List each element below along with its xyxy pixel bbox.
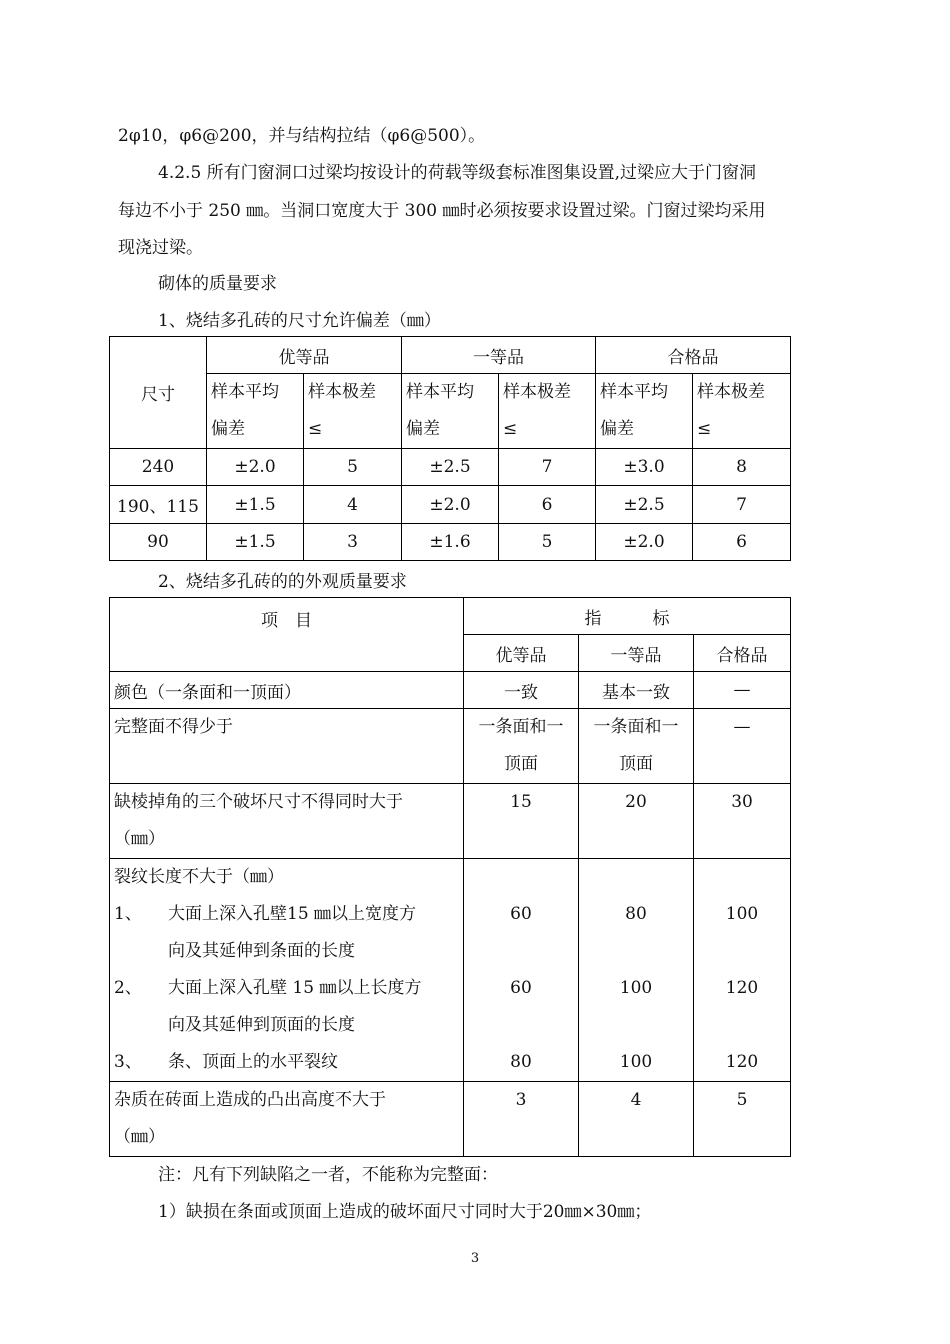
- sub-header-avg: 样本平均 偏差: [402, 374, 499, 449]
- grade-header: 优等品: [207, 337, 402, 374]
- table-row: [110, 859, 791, 1082]
- value-cell: 8: [693, 449, 791, 486]
- grade-header: 合格品: [694, 635, 791, 672]
- table2-title: 2、烧结多孔砖的的外观质量要求: [158, 572, 407, 592]
- table-row: [110, 486, 791, 524]
- page-number: 3: [470, 1251, 480, 1266]
- table-row: [110, 1082, 791, 1157]
- value-cell: ±2.0: [207, 449, 304, 486]
- item-label: 杂质在砖面上造成的凸出高度不大于 （㎜）: [110, 1082, 464, 1157]
- crack-subitem: 2、 大面上深入孔壁 15 ㎜以上长度方 向及其延伸到顶面的长度: [114, 978, 422, 1035]
- value-cell: 20: [579, 784, 694, 859]
- value-cell: 6: [499, 486, 596, 524]
- sub-header-range: 样本极差 ≤: [304, 374, 402, 449]
- value-cell: 80 100 100: [579, 859, 694, 1082]
- value-cell: 100 120 120: [694, 859, 791, 1082]
- value-cell: 15: [464, 784, 579, 859]
- table-row: [110, 524, 791, 561]
- value-cell: 7: [693, 486, 791, 524]
- value-cell: 一条面和一 顶面: [464, 709, 579, 784]
- item-header: 项 目: [110, 598, 464, 672]
- paragraph-line: 现浇过梁。: [118, 238, 203, 258]
- grade-header: 一等品: [579, 635, 694, 672]
- crack-subitem: 1、 大面上深入孔壁15 ㎜以上宽度方 向及其延伸到条面的长度: [114, 904, 417, 961]
- value-cell: 5: [499, 524, 596, 561]
- value-cell: 一条面和一 顶面: [579, 709, 694, 784]
- size-cell: 190、115: [110, 486, 207, 524]
- size-header: 尺寸: [110, 337, 207, 449]
- table1-title: 1、烧结多孔砖的尺寸允许偏差（㎜）: [158, 311, 441, 331]
- table-row: [110, 672, 791, 709]
- value-cell: —: [694, 709, 791, 784]
- value-cell: 4: [579, 1082, 694, 1157]
- paragraph-line: 每边不小于 250 ㎜。当洞口宽度大于 300 ㎜时必须按要求设置过梁。门窗过梁均采用: [118, 201, 766, 221]
- grade-header: 一等品: [402, 337, 596, 374]
- sub-header-range: 样本极差 ≤: [499, 374, 596, 449]
- value-cell: ±2.5: [402, 449, 499, 486]
- index-header: 指 标: [464, 598, 791, 635]
- paragraph-line: 2φ10，φ6@200，并与结构拉结（φ6@500）。: [118, 126, 486, 146]
- value-cell: 3: [464, 1082, 579, 1157]
- value-cell: ±1.5: [207, 486, 304, 524]
- sub-header-avg: 样本平均 偏差: [596, 374, 693, 449]
- grade-header: 合格品: [596, 337, 791, 374]
- size-deviation-table: [109, 336, 791, 561]
- value-cell: —: [694, 672, 791, 709]
- crack-item-label: [110, 859, 464, 1082]
- value-cell: 6: [693, 524, 791, 561]
- value-cell: 一致: [464, 672, 579, 709]
- section-heading: 砌体的质量要求: [158, 274, 277, 294]
- note-line: 注：凡有下列缺陷之一者，不能称为完整面：: [158, 1165, 498, 1185]
- value-cell: 30: [694, 784, 791, 859]
- value-cell: 基本一致: [579, 672, 694, 709]
- size-cell: 240: [110, 449, 207, 486]
- size-cell: 90: [110, 524, 207, 561]
- value-cell: 7: [499, 449, 596, 486]
- sub-header-avg: 样本平均 偏差: [207, 374, 304, 449]
- value-cell: 5: [694, 1082, 791, 1157]
- table-row: [110, 709, 791, 784]
- value-cell: 60 60 80: [464, 859, 579, 1082]
- grade-header: 优等品: [464, 635, 579, 672]
- value-cell: 4: [304, 486, 402, 524]
- appearance-quality-table: [109, 597, 791, 1157]
- item-label: 颜色（一条面和一顶面）: [110, 672, 464, 709]
- note-item: 1）缺损在条面或顶面上造成的破坏面尺寸同时大于20㎜×30㎜；: [158, 1202, 652, 1222]
- paragraph-line: 4.2.5 所有门窗洞口过梁均按设计的荷载等级套标准图集设置,过梁应大于门窗洞: [158, 163, 757, 183]
- value-cell: ±3.0: [596, 449, 693, 486]
- value-cell: ±2.0: [596, 524, 693, 561]
- crack-subitem: 3、 条、顶面上的水平裂纹: [114, 1052, 338, 1072]
- value-cell: ±2.5: [596, 486, 693, 524]
- value-cell: ±2.0: [402, 486, 499, 524]
- value-cell: ±1.6: [402, 524, 499, 561]
- value-cell: ±1.5: [207, 524, 304, 561]
- table-row: [110, 449, 791, 486]
- table-row: [110, 784, 791, 859]
- crack-head: 裂纹长度不大于（㎜）: [114, 867, 284, 887]
- value-cell: 3: [304, 524, 402, 561]
- item-label: 完整面不得少于: [110, 709, 464, 784]
- item-label: 缺棱掉角的三个破坏尺寸不得同时大于 （㎜）: [110, 784, 464, 859]
- sub-header-range: 样本极差 ≤: [693, 374, 791, 449]
- value-cell: 5: [304, 449, 402, 486]
